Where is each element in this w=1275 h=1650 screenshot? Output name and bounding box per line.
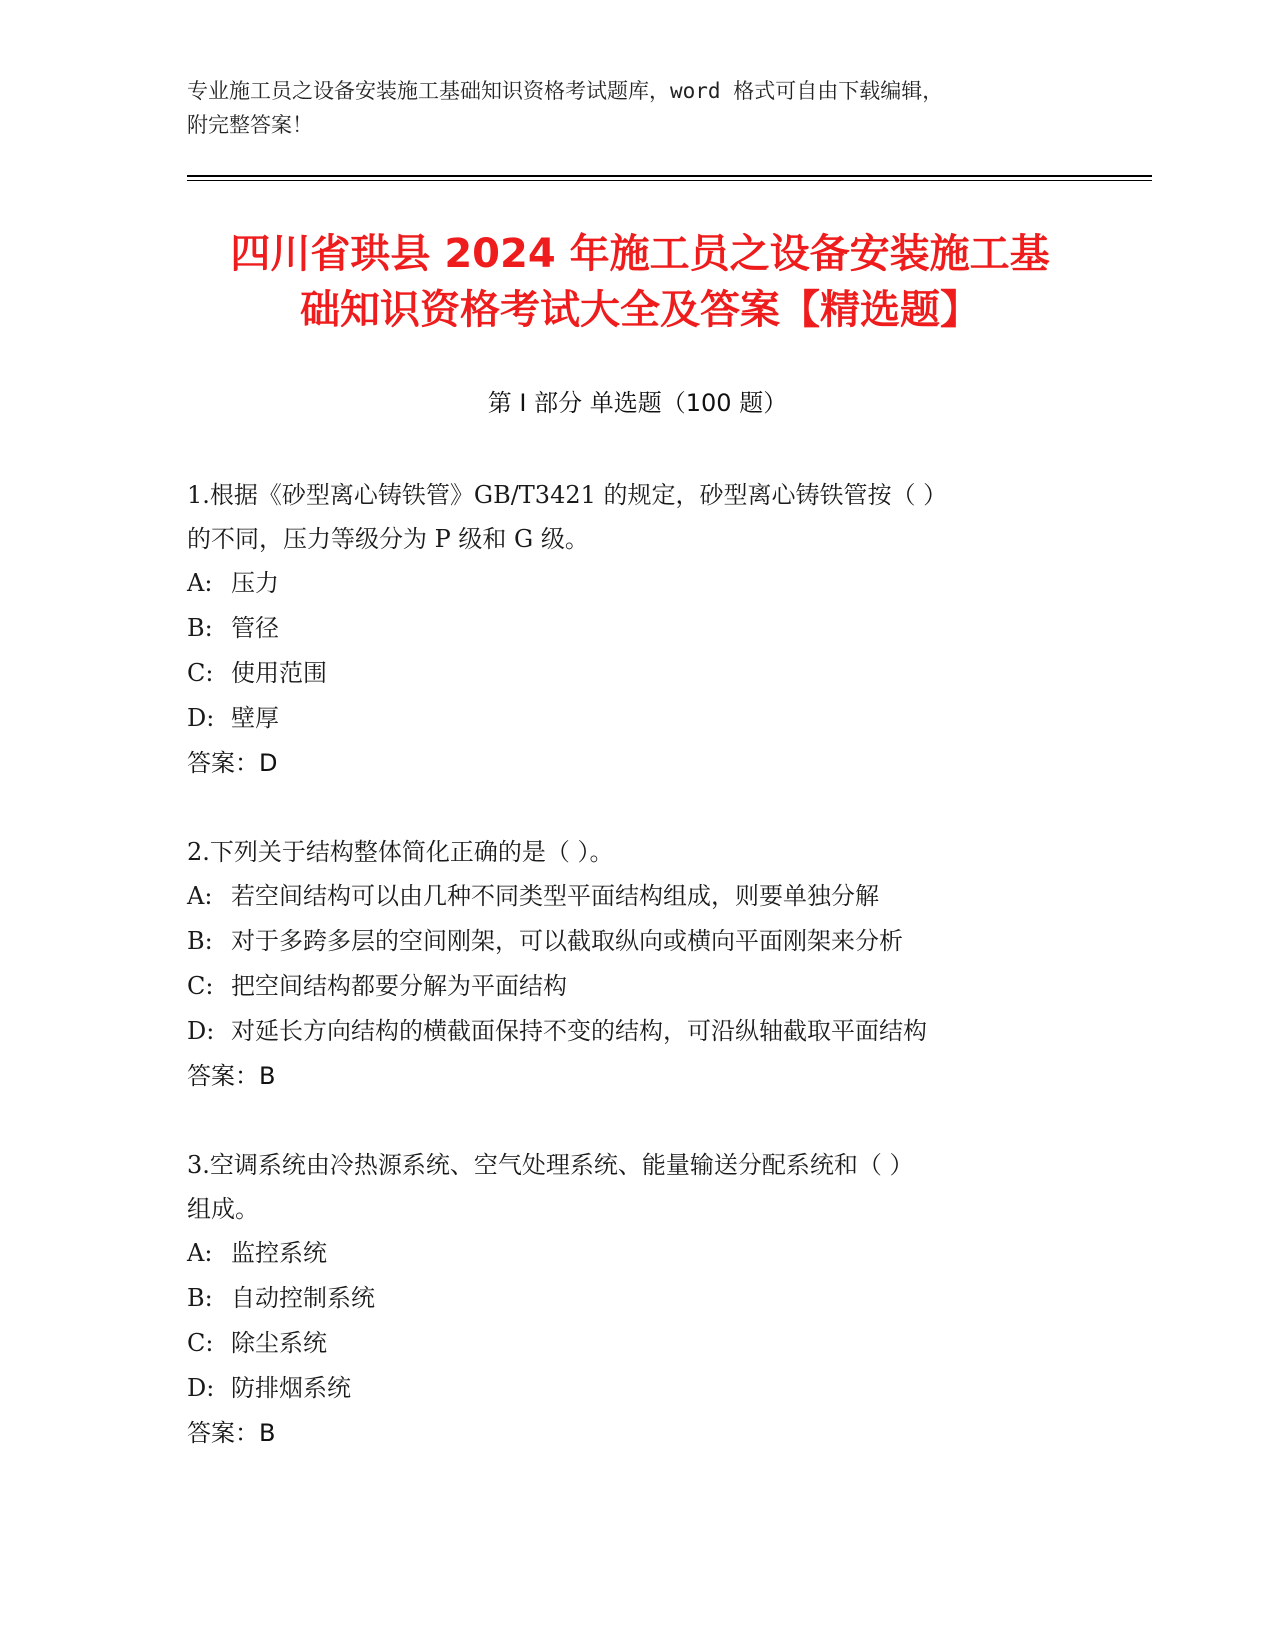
header-note-line-1: 专业施工员之设备安装施工基础知识资格考试题库，word 格式可自由下载编辑， bbox=[187, 79, 944, 103]
question-stem-line: 2.下列关于结构整体简化正确的是（ ）。 bbox=[187, 838, 614, 866]
option-d bbox=[187, 1366, 1087, 1411]
option-c bbox=[187, 964, 1087, 1009]
answer-line: 答案：B bbox=[187, 1419, 276, 1447]
option-text: 自动控制系统 bbox=[231, 1284, 375, 1312]
option-text: 把空间结构都要分解为平面结构 bbox=[231, 972, 567, 1000]
option-c bbox=[187, 651, 1087, 696]
option-letter: D: bbox=[187, 704, 215, 732]
option-letter: A: bbox=[187, 882, 213, 910]
header-rule-thin bbox=[187, 180, 1152, 181]
document-title-line-2: 础知识资格考试大全及答案【精选题】 bbox=[300, 287, 980, 333]
option-letter: C: bbox=[187, 972, 214, 1000]
option-text: 使用范围 bbox=[231, 659, 327, 687]
question-1 bbox=[187, 473, 1087, 786]
option-a bbox=[187, 874, 1087, 919]
option-text: 壁厚 bbox=[231, 704, 279, 732]
option-text: 管径 bbox=[231, 614, 279, 642]
option-letter: B: bbox=[187, 614, 213, 642]
option-d bbox=[187, 696, 1087, 741]
option-a bbox=[187, 561, 1087, 606]
option-b bbox=[187, 919, 1087, 964]
option-letter: B: bbox=[187, 927, 213, 955]
option-text: 压力 bbox=[231, 569, 279, 597]
question-3 bbox=[187, 1143, 1087, 1456]
header-note bbox=[187, 74, 1087, 142]
question-2 bbox=[187, 830, 1087, 1099]
header-rule-thick bbox=[187, 175, 1152, 177]
option-text: 防排烟系统 bbox=[231, 1374, 351, 1402]
answer-line: 答案：B bbox=[187, 1062, 276, 1090]
option-letter: B: bbox=[187, 1284, 213, 1312]
question-stem-line: 的不同，压力等级分为 P 级和 G 级。 bbox=[187, 525, 589, 553]
option-letter: D: bbox=[187, 1374, 215, 1402]
question-stem-line: 3.空调系统由冷热源系统、空气处理系统、能量输送分配系统和（ ） bbox=[187, 1151, 914, 1179]
question-list bbox=[187, 473, 1087, 1500]
document-title bbox=[140, 226, 1140, 338]
document-title-line-1: 四川省珙县 2024 年施工员之设备安装施工基 bbox=[230, 231, 1050, 277]
option-text: 除尘系统 bbox=[231, 1329, 327, 1357]
option-letter: A: bbox=[187, 1239, 213, 1267]
option-letter: D: bbox=[187, 1017, 215, 1045]
answer-line: 答案：D bbox=[187, 749, 278, 777]
question-stem-line: 组成。 bbox=[187, 1195, 259, 1223]
option-text: 若空间结构可以由几种不同类型平面结构组成，则要单独分解 bbox=[231, 882, 879, 910]
option-text: 监控系统 bbox=[231, 1239, 327, 1267]
option-letter: C: bbox=[187, 1329, 214, 1357]
option-b bbox=[187, 606, 1087, 651]
header-note-line-2: 附完整答案！ bbox=[187, 113, 313, 137]
question-stem-line: 1.根据《砂型离心铸铁管》GB/T3421 的规定，砂型离心铸铁管按（ ） bbox=[187, 481, 948, 509]
option-d bbox=[187, 1009, 1087, 1054]
option-text: 对延长方向结构的横截面保持不变的结构，可沿纵轴截取平面结构 bbox=[231, 1017, 927, 1045]
option-text: 对于多跨多层的空间刚架，可以截取纵向或横向平面刚架来分析 bbox=[231, 927, 903, 955]
option-a bbox=[187, 1231, 1087, 1276]
option-letter: A: bbox=[187, 569, 213, 597]
option-b bbox=[187, 1276, 1087, 1321]
option-letter: C: bbox=[187, 659, 214, 687]
section-heading: 第 I 部分 单选题（100 题） bbox=[487, 389, 788, 417]
option-c bbox=[187, 1321, 1087, 1366]
